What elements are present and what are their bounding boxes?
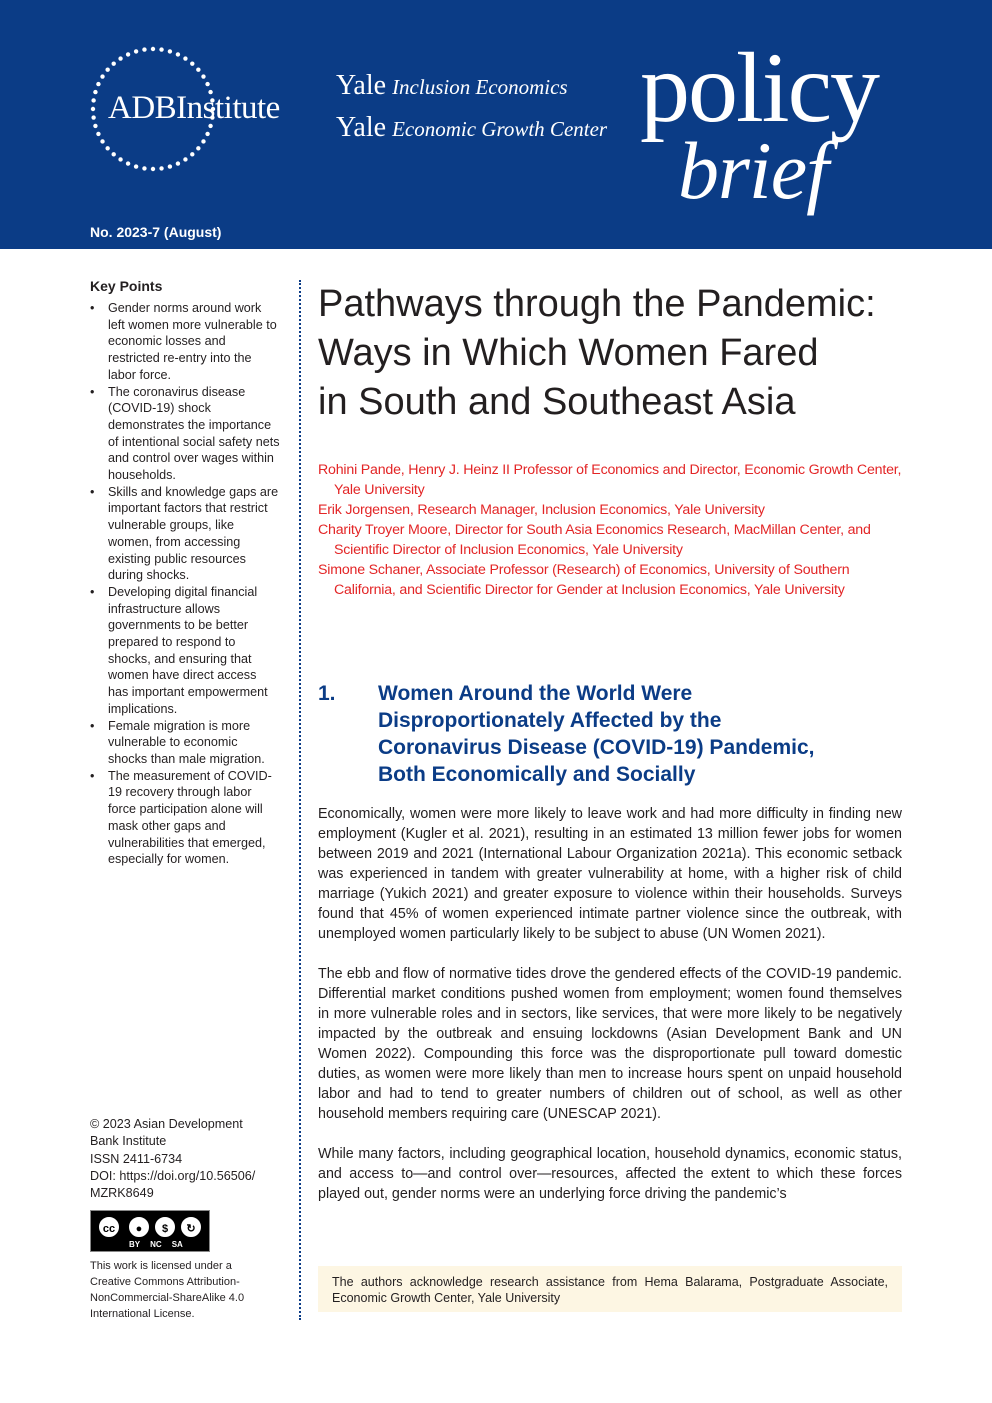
key-points-sidebar — [90, 278, 280, 868]
creative-commons-badge[interactable] — [90, 1210, 210, 1252]
cc-badge-labels — [129, 1240, 193, 1249]
policy-wordmark: policy — [640, 32, 878, 143]
ring-dot — [105, 146, 109, 150]
yale-unit: Inclusion Economics — [392, 75, 568, 99]
body-paragraph: Economically, women were more likely to leave work and had more difficulty in finding new employment (Kugler et al. 2021), resulting in an estimated 13 million fewer jobs for women between 2019 and 2021 (International Labour Organization 2021a). This economic setback was experienced in tandem with greater vulnerability at home, with a higher risk of child marriage (Yukich 2021) and greater exposure to violence within their households. Surveys found that 45% of women experienced intimate partner violence since the outbreak, with unemployed women particularly likely to be subject to abuse (UN Women 2021). — [318, 806, 902, 942]
key-point-item: • The measurement of COVID-19 recovery through labor force participation alone will mask other gaps and vulnerabilities that emerged, especially for women. — [90, 768, 280, 868]
ring-dot — [96, 132, 100, 136]
ring-dot — [176, 52, 180, 56]
ring-dot — [201, 139, 205, 143]
ring-dot — [168, 164, 172, 168]
ring-dot — [196, 68, 200, 72]
cc-label-by: BY — [129, 1240, 141, 1250]
ring-dot — [93, 90, 97, 94]
yale-inclusion-economics — [336, 70, 568, 102]
by-person-icon: ● — [127, 1215, 151, 1239]
ring-dot — [183, 157, 187, 161]
ring-dot — [118, 56, 122, 60]
yale-economic-growth-center — [336, 112, 607, 144]
column-divider — [299, 280, 301, 1320]
yale-unit: Economic Growth Center — [392, 117, 608, 141]
yale-word: Yale — [336, 112, 387, 143]
author-entry: Charity Troyer Moore, Director for South Asia Economics Research, MacMillan Center, and Scientific Director of Inclusion Economics, Yale University — [318, 522, 871, 558]
ring-dot — [118, 157, 122, 161]
ring-dot — [134, 49, 138, 53]
key-points-list — [90, 300, 280, 868]
nc-no-dollar-icon: $ — [153, 1215, 177, 1239]
author-entry: Rohini Pande, Henry J. Heinz II Professor of Economics and Director, Economic Growth Center, Yale University — [318, 462, 902, 498]
ring-dot — [91, 98, 95, 102]
ring-dot — [112, 152, 116, 156]
key-points-title: Key Points — [90, 278, 163, 294]
key-point-item: • Skills and knowledge gaps are important factors that restrict vulnerable groups, like women, from accessing existing public resources during shocks. — [90, 484, 280, 584]
body-paragraph: While many factors, including geographical location, household dynamics, economic status, and access to—and control over—resources, affected the extent to which these forces played out, gender norms were an underlying force driving the pandemic’s — [318, 1146, 902, 1202]
section-number: 1. — [318, 682, 336, 705]
ring-dot — [168, 49, 172, 53]
section-heading — [318, 680, 898, 788]
sa-share-alike-icon: ↻ — [179, 1215, 203, 1239]
adbi-logo-text: ADBInstitute — [108, 90, 280, 126]
key-point-item: • Gender norms around work left women more vulnerable to economic losses and restricted re-entry into the labor force. — [90, 300, 280, 384]
author-entry: Simone Schaner, Associate Professor (Research) of Economics, University of Southern California, and Scientific Director for Gender at Inclusion Economics, Yale University — [318, 562, 850, 598]
ring-dot — [91, 115, 95, 119]
ring-dot — [151, 47, 155, 51]
cc-label-sa: SA — [171, 1240, 183, 1250]
brief-wordmark: brief — [678, 125, 828, 216]
sidebar-footer — [90, 1116, 290, 1322]
ring-dot — [176, 161, 180, 165]
ring-dot — [142, 47, 146, 51]
ring-dot — [190, 152, 194, 156]
section-title: Women Around the World Were Disproportionately Affected by the Coronavirus Disease (COVID-19) Pandemic, Both Economically and Socially — [378, 682, 815, 786]
ring-dot — [196, 146, 200, 150]
ring-dot — [100, 139, 104, 143]
adbi-logo — [88, 44, 328, 174]
yale-word: Yale — [336, 70, 387, 101]
ring-dot — [205, 132, 209, 136]
license-text: This work is licensed under a Creative Commons Attribution- NonCommercial-ShareAlike 4.0 International License. — [90, 1260, 245, 1321]
ring-dot — [159, 166, 163, 170]
ring-dot — [100, 74, 104, 78]
copyright-notice: © 2023 Asian Development Bank Institute ISSN 2411-6734 DOI: https://doi.org/10.56506/ MZRK8649 — [90, 1117, 256, 1201]
acknowledgment-box: The authors acknowledge research assistance from Hema Balarama, Postgraduate Associate, Economic Growth Center, Yale University — [318, 1266, 902, 1312]
ring-dot — [205, 82, 209, 86]
body-paragraph: The ebb and flow of normative tides drove the gendered effects of the COVID-19 pandemic. Differential market conditions pushed women from employment; women found themselves in more vulnerable roles and in sectors, like services, that were more likely to be negatively impacted by the outbreak and ensuing lockdowns (Asian Development Bank and UN Women 2022). Compounding this force was the disproportionate pull toward domestic duties, as women were more likely than men to increase hours spent on unpaid household labor and had to tend to greater numbers of children out of school, as well as other household members requiring care (UNESCAP 2021). — [318, 966, 902, 1122]
ring-dot — [134, 164, 138, 168]
body-text — [318, 804, 902, 1224]
header-banner — [0, 0, 992, 249]
ring-dot — [96, 82, 100, 86]
key-point-item: • Female migration is more vulnerable to economic shocks than male migration. — [90, 718, 280, 768]
ring-dot — [91, 107, 95, 111]
key-point-item: • The coronavirus disease (COVID-19) shock demonstrates the importance of intentional social safety nets and control over wages within households. — [90, 384, 280, 484]
cc-label-nc: NC — [150, 1240, 162, 1250]
author-entry: Erik Jorgensen, Research Manager, Inclusion Economics, Yale University — [318, 502, 765, 518]
cc-icon: cc — [97, 1215, 121, 1239]
ring-dot — [151, 167, 155, 171]
ring-dot — [126, 52, 130, 56]
ring-dot — [126, 161, 130, 165]
ring-dot — [93, 124, 97, 128]
ring-dot — [159, 47, 163, 51]
ring-dot — [201, 74, 205, 78]
ring-dot — [105, 68, 109, 72]
page-title: Pathways through the Pandemic: Ways in Which Women Fared in South and Southeast Asia — [318, 283, 876, 423]
ring-dot — [142, 166, 146, 170]
author-list — [318, 460, 908, 600]
ring-dot — [190, 61, 194, 65]
ring-dot — [112, 61, 116, 65]
ring-dot — [183, 56, 187, 60]
issue-number: No. 2023-7 (August) — [90, 224, 222, 240]
key-point-item: • Developing digital financial infrastructure allows governments to be better prepared to respond to shocks, and ensuring that women have direct access has important empowerment implications. — [90, 584, 280, 718]
